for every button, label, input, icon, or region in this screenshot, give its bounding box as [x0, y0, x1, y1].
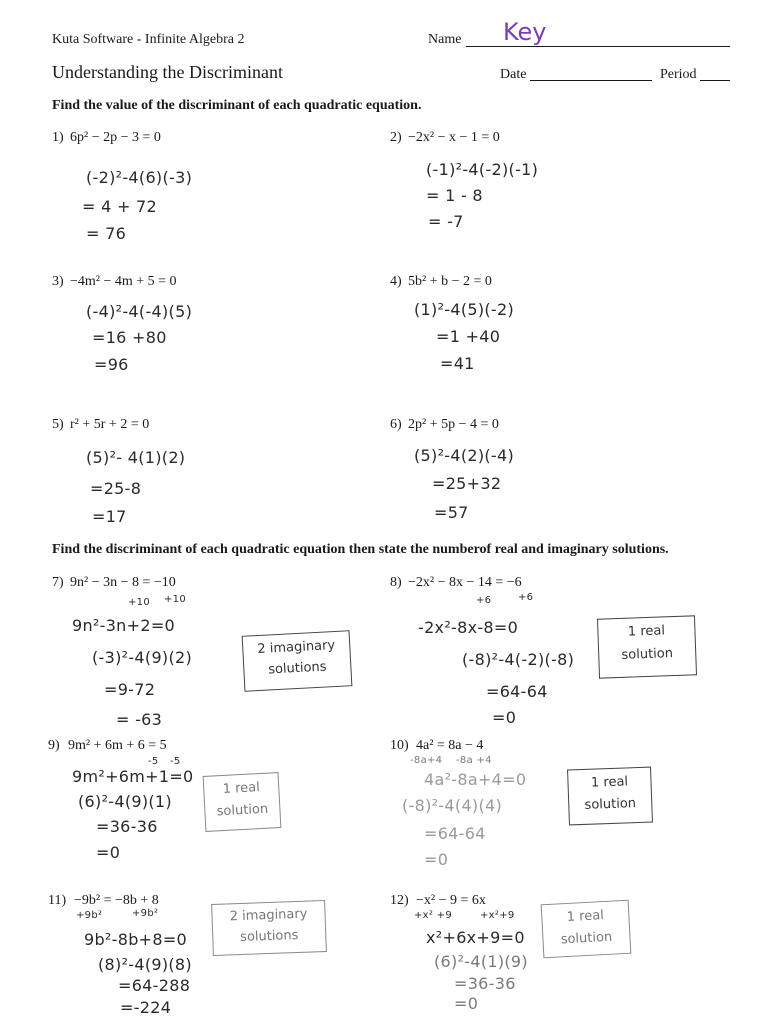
work-step: =96	[94, 355, 129, 374]
problem-number: 1)	[52, 130, 64, 145]
work-step: =64-288	[118, 976, 191, 995]
problem-number: 7)	[52, 575, 64, 590]
problem-number: 4)	[390, 274, 402, 289]
work-step: 4a²-8a+4=0	[424, 770, 527, 789]
name-label: Name	[428, 32, 462, 47]
problem-equation: −2x² − x − 1 = 0	[408, 130, 500, 145]
answer-text: solution	[216, 801, 269, 820]
annotation: +x²+9	[480, 910, 515, 921]
work-step: = 76	[86, 224, 127, 243]
problem-equation: 9m² + 6m + 6 = 5	[68, 738, 167, 753]
date-label: Date	[500, 67, 527, 82]
problem-equation: 2p² + 5p − 4 = 0	[408, 417, 499, 432]
work-step: =17	[92, 507, 127, 526]
answer-text: 1 real	[566, 908, 605, 925]
date-line	[530, 80, 652, 81]
annotation: -5	[148, 756, 159, 767]
answer-text: solution	[621, 646, 674, 663]
annotation: +6	[476, 595, 492, 606]
work-step: =25-8	[90, 479, 142, 498]
work-step: (5)²- 4(1)(2)	[86, 448, 186, 467]
annotation: +10	[128, 597, 151, 608]
work-step: = 1 - 8	[426, 186, 483, 205]
work-step: = -63	[116, 710, 163, 729]
work-step: (-8)²-4(-2)(-8)	[462, 650, 575, 669]
annotation: -8a+4	[410, 755, 443, 766]
work-step: -2x²-8x-8=0	[418, 618, 519, 637]
work-step: =25+32	[432, 474, 502, 493]
work-step: (-1)²-4(-2)(-1)	[426, 160, 539, 179]
answer-text: solutions	[267, 659, 327, 678]
work-step: (1)²-4(5)(-2)	[414, 300, 515, 319]
period-label: Period	[660, 67, 697, 82]
problem-equation: −9b² = −8b + 8	[74, 893, 159, 908]
work-step: =0	[492, 708, 517, 727]
work-step: =16 +80	[92, 328, 167, 347]
problem-number: 5)	[52, 417, 64, 432]
problem-number: 8)	[390, 575, 402, 590]
work-step: (-4)²-4(-4)(5)	[86, 302, 193, 321]
answer-text: 1 real	[590, 774, 629, 791]
work-step: 9m²+6m+1=0	[72, 767, 194, 786]
answer-box	[203, 772, 282, 832]
answer-text: solution	[560, 929, 613, 948]
work-step: =36-36	[454, 974, 516, 993]
name-value: Key	[503, 18, 547, 46]
work-step: =0	[454, 994, 479, 1013]
section1-instruction: Find the value of the discriminant of each quadratic equation.	[52, 98, 422, 113]
work-step: =9-72	[104, 680, 156, 699]
work-step: (8)²-4(9)(8)	[98, 955, 192, 974]
work-step: (-8)²-4(4)(4)	[402, 796, 503, 815]
problem-equation: r² + 5r + 2 = 0	[70, 417, 150, 432]
software-name: Kuta Software - Infinite Algebra 2	[52, 32, 245, 47]
work-step: =36-36	[96, 817, 158, 836]
answer-text: 2 imaginary	[257, 637, 336, 658]
name-line	[466, 46, 730, 47]
annotation: -5	[170, 756, 181, 767]
problem-equation: 6p² − 2p − 3 = 0	[70, 130, 161, 145]
work-step: x²+6x+9=0	[426, 928, 525, 947]
work-step: =0	[424, 850, 449, 869]
problem-number: 12)	[390, 893, 409, 908]
work-step: =-224	[120, 998, 172, 1017]
answer-box	[597, 615, 697, 678]
problem-equation: −x² − 9 = 6x	[416, 893, 486, 908]
work-step: = -7	[428, 212, 464, 231]
work-step: =41	[440, 354, 475, 373]
problem-equation: 5b² + b − 2 = 0	[408, 274, 492, 289]
work-step: (6)²-4(1)(9)	[434, 952, 528, 971]
problem-equation: 4a² = 8a − 4	[416, 738, 484, 753]
worksheet-title: Understanding the Discriminant	[52, 62, 283, 82]
problem-equation: −4m² − 4m + 5 = 0	[70, 274, 177, 289]
answer-box	[567, 767, 653, 826]
answer-text: solution	[584, 796, 637, 813]
answer-text: solutions	[239, 927, 299, 946]
annotation: +6	[518, 592, 534, 603]
annotation: +x² +9	[414, 910, 453, 921]
work-step: (-3)²-4(9)(2)	[92, 648, 193, 667]
answer-text: 1 real	[627, 623, 666, 640]
answer-box	[541, 900, 632, 959]
annotation: +10	[164, 594, 187, 605]
problem-number: 11)	[48, 893, 67, 908]
problem-number: 9)	[48, 738, 60, 753]
work-step: (6)²-4(9)(1)	[78, 792, 172, 811]
work-step: 9n²-3n+2=0	[72, 616, 175, 635]
work-step: = 4 + 72	[82, 197, 158, 216]
answer-text: 1 real	[222, 780, 261, 797]
work-step: =1 +40	[436, 327, 501, 346]
problem-number: 10)	[390, 738, 409, 753]
answer-box	[242, 630, 353, 692]
annotation: +9b²	[76, 910, 103, 921]
work-step: (5)²-4(2)(-4)	[414, 446, 515, 465]
period-line	[700, 80, 730, 81]
problem-equation: −2x² − 8x − 14 = −6	[408, 575, 522, 590]
problem-number: 6)	[390, 417, 402, 432]
problem-number: 2)	[390, 130, 402, 145]
work-step: (-2)²-4(6)(-3)	[86, 168, 193, 187]
answer-box	[211, 900, 327, 956]
work-step: =57	[434, 503, 469, 522]
work-step: 9b²-8b+8=0	[84, 930, 188, 949]
work-step: =64-64	[486, 682, 548, 701]
work-step: =0	[96, 843, 121, 862]
annotation: +9b²	[132, 908, 159, 919]
problem-equation: 9n² − 3n − 8 = −10	[70, 575, 176, 590]
annotation: -8a +4	[456, 755, 492, 766]
problem-number: 3)	[52, 274, 64, 289]
answer-text: 2 imaginary	[229, 906, 308, 925]
work-step: =64-64	[424, 824, 486, 843]
section2-instruction: Find the discriminant of each quadratic equation then state the numberof real and imaginary solutions.	[52, 542, 669, 557]
